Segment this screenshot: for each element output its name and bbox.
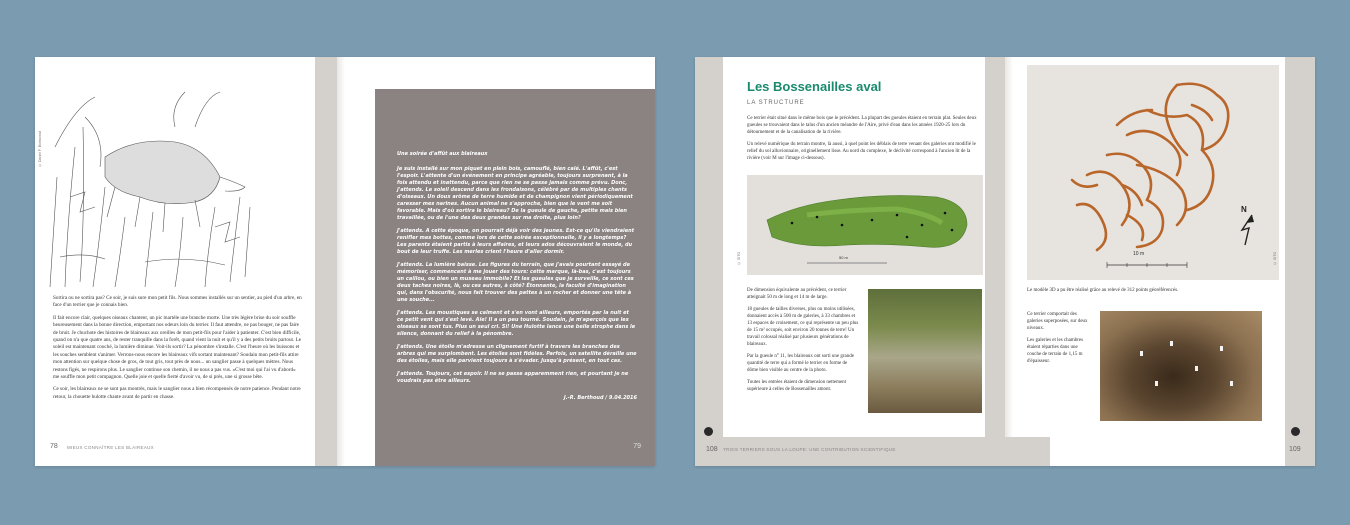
gutter-fold	[1005, 57, 1013, 466]
panel-paragraph: Je suis installé sur mon piquet en plein bois, camouflé, bien calé. L'affût, c'est l'espoir. L'attente d'un événement en principe agréable, toujours surprenant, à la fois attendu et inattendu, parce que rien ne se passe jamais comme prévu. Donc, j'attends. Le soleil descend dans les frondaisons, célébré par de multiples chants d'oiseaux. Un doux arôme de terre humide et de champignon vient périodiquement caresser mes narines. Aucun animal ne s'approche, bien que le vent me soit favorable. Mais d'où sortira le blaireau? De la gueule de gauche, petite mais bien travaillée, ou de l'une des deux grandes sur ma droite, plus loin?	[397, 166, 633, 221]
model-caption: Le modèle 3D a pu être réalisé grâce au relevé de 312 points géoréférencés.	[1027, 288, 1179, 293]
terrain-map-graphic	[747, 175, 983, 275]
tunnel-3d-model-image	[1027, 65, 1279, 280]
spread-pages-108-109	[695, 57, 1315, 466]
section-title: Les Bossenailles aval	[747, 79, 882, 94]
body-paragraph: Ce soir, les blaireaux ne se sont pas montrés, mais le sanglier nous a bien récompensés de notre patience. Pendant notre retour, la chouette hulotte chante avant de partir en chasse.	[53, 386, 301, 400]
terrain-relief-map	[737, 175, 983, 275]
north-arrow-label: N	[1241, 205, 1247, 214]
body-paragraph: 18 gueules de tailles diverses, plus ou moins utilisées, donnaient accès à 500 m de galeries, à 33 chambres et 13 espaces de croisement, ce qui représente un peu plus de 15 m² occupés, soit environ 20 tonnes de terre! Un travail colossal réalisé par plusieurs générations de blaireaux.	[747, 307, 859, 347]
page-number-79: 79	[633, 443, 641, 450]
panel-signature: J.-R. Berthoud / 9.04.2016	[563, 395, 637, 401]
panel-paragraph: J'attends. A cette époque, on pourrait déjà voir des jeunes. Est-ce qu'ils viendraient renifler mes bottes, comme lors de cette soirée exceptionnelle, il y a longtemps? Les parents étaient partis à leurs affaires, et leurs ados découvraient le monde, du bout de leur truffe. Les merles crient l'heure d'aller dormir.	[397, 228, 635, 255]
running-head: MIEUX CONNAÎTRE LES BLAIREAUX	[67, 445, 154, 450]
page-number-108: 108	[706, 446, 718, 453]
outer-margin-band-left	[695, 57, 723, 466]
lower-text-column	[747, 287, 859, 398]
side-text-column	[1027, 311, 1092, 370]
body-paragraph: Ce terrier comportait des galeries superposées, sur deux niveaux.	[1027, 312, 1088, 331]
spread-pages-78-79	[35, 57, 655, 466]
body-paragraph: Toutes les entrées étaient de dimension nettement supérieure à celles de Bossenailles amont.	[747, 380, 847, 392]
body-paragraph: Un relevé numérique du terrain montre, là aussi, à quel point les déblais de terre venant des galeries ont modifié le relief du sol alluvionnaire, originellement lisse. Au nord du complexe, le déclivité correspond à l'ancien lit de la rivière (voir M sur l'image ci-dessous).	[747, 142, 976, 161]
intro-text	[747, 115, 979, 167]
map-credit: © SITG	[737, 251, 741, 265]
forest-terrier-photo	[868, 289, 982, 413]
page-number-109: 109	[1289, 446, 1301, 453]
burrow-excavation-photo	[1100, 311, 1262, 421]
body-paragraph: De dimension équivalente au précédent, ce terrier atteignait 50 m de long et 14 m de large.	[747, 288, 847, 300]
body-paragraph: Par la gueule n° 11, les blaireaux ont sorti une grande quantité de terre qui a formé le terrier en forme de dôme bien visible au centre de la photo.	[747, 354, 854, 373]
left-page-body-text	[53, 295, 303, 406]
gutter-fold	[337, 57, 345, 466]
model-credit: © SITG	[1273, 251, 1277, 265]
tunnel-network-graphic	[1027, 65, 1279, 280]
running-head: TROIS TERRIERS SOUS LA LOUPE: UNE CONTRIBUTION SCIENTIFIQUE	[723, 447, 896, 452]
badger-sketch-illustration	[45, 87, 255, 287]
panel-text-block	[397, 151, 637, 408]
panel-paragraph: J'attends. Les moustiques se calment et s'en vont ailleurs, emportés par la nuit et ce petit vent qui s'est levé. Aïe! Il a un peu tourné. Soudain, je m'aperçois que les oiseaux se sont tus. Plus un seul cri. Si! Une Hulotte lance une belle strophe dans le silence, donnant du relief à la pénombre.	[397, 310, 636, 337]
panel-paragraph: J'attends. Une étoile m'adresse un clignement furtif à travers les branches des arbres qui me surplombent. Les étoiles sont fidèles. Parfois, un satellite déraille une des étoiles, mais elle parvient toujours à s'évader. Jusqu'à présent, en tout cas.	[397, 344, 637, 364]
leaf-logo-icon-right	[1291, 427, 1300, 436]
outer-margin-band-right	[1285, 57, 1315, 466]
body-paragraph: Ce terrier était situé dans le même bois que le précédent. La plupart des gueules étaient en terrain plat. Seules deux gueules se trouvaient dans le talus d'un ancien méandre de l'Aire, privé d'eau dans les années 1920-25 lors du détournement et de la canalisation de la rivière.	[747, 116, 977, 135]
panel-paragraph: J'attends. Toujours, cet espoir. Il ne se passe apparemment rien, et pourtant je ne voudrais pas être ailleurs.	[397, 371, 629, 384]
map-scale-label: 50 m	[839, 255, 848, 260]
illustration-credit: © Daniel P. Boissoniat	[38, 131, 42, 167]
body-paragraph: Il fait encore clair, quelques oiseaux chantent, un pic martèle une branche morte. Une très légère brise du soir souffle heureusement dans la bonne direction, emportant nos odeurs loin du terrier. Il faut attendre, ne pas bouger, ne pas faire de bruit. Je chuchote des histoires de blaireaux aux oreilles de mon petit-fils pour l'aider à patienter. C'est bien difficile, quand on n'a que quatre ans, de rester tranquille dans la forêt, quand vient la nuit et qu'il y a des petits bruits partout. Le soleil est maintenant couché, la lumière diminue. Voit-ils sortir? La pénombre s'installe. C'est l'heure où les buissons et les souches semblent s'animer. Verrons-nous encore les blaireaux vifs sortant maintenant? Soudain mon petit-fils attire mon attention sur quelque chose de gros, de tout gris, tout près de nous... un sanglier passe à quelques mètres. Nous restons figés, ne respirons plus. Le sanglier continue son chemin, il ne nous a pas vus. «C'est moi qui l'ai vu d'abord» me souffle mon petit compagnon. Quelle joie et quelle fierté d'avoir vu, de si près, une si grosse bête.	[53, 314, 302, 381]
panel-title: Une soirée d'affût aux blaireaux	[397, 151, 488, 157]
sidebar-panel	[375, 89, 655, 466]
body-paragraph: Les galeries et les chambres étaient réparties dans une couche de terrain de 1,15 m d'épaisseur.	[1027, 338, 1084, 364]
panel-paragraph: J'attends. La lumière baisse. Les figures du terrain, que j'avais pourtant essayé de mémoriser, commencent à me jouer des tours: cette marque, là-bas, c'est toujours un caillou, ou bien un museau immobile? Et les gueules que je surveille, ce sont ces deux taches noires, là, ou ces autres, à côté? Étonnante, la faculté d'imagination qui, dans l'obscurité, nous fait trouver des pattes à un rocher et donner une tête à une souche...	[397, 262, 634, 303]
gutter-shadow	[315, 57, 337, 466]
body-paragraph: Sortira ou ne sortira pas? Ce soir, je suis sure mon petit fils. Nous sommes installés sur un sentier, au pied d'un arbre, en face d'un terrier que je connais bien.	[53, 295, 302, 309]
section-subtitle: LA STRUCTURE	[747, 100, 805, 106]
burrow-markers-graphic	[1100, 311, 1262, 421]
model-scale-label: 10 m	[1133, 251, 1145, 257]
leaf-logo-icon	[704, 427, 713, 436]
page-number-78: 78	[50, 443, 58, 450]
gutter-shadow	[985, 57, 1005, 466]
